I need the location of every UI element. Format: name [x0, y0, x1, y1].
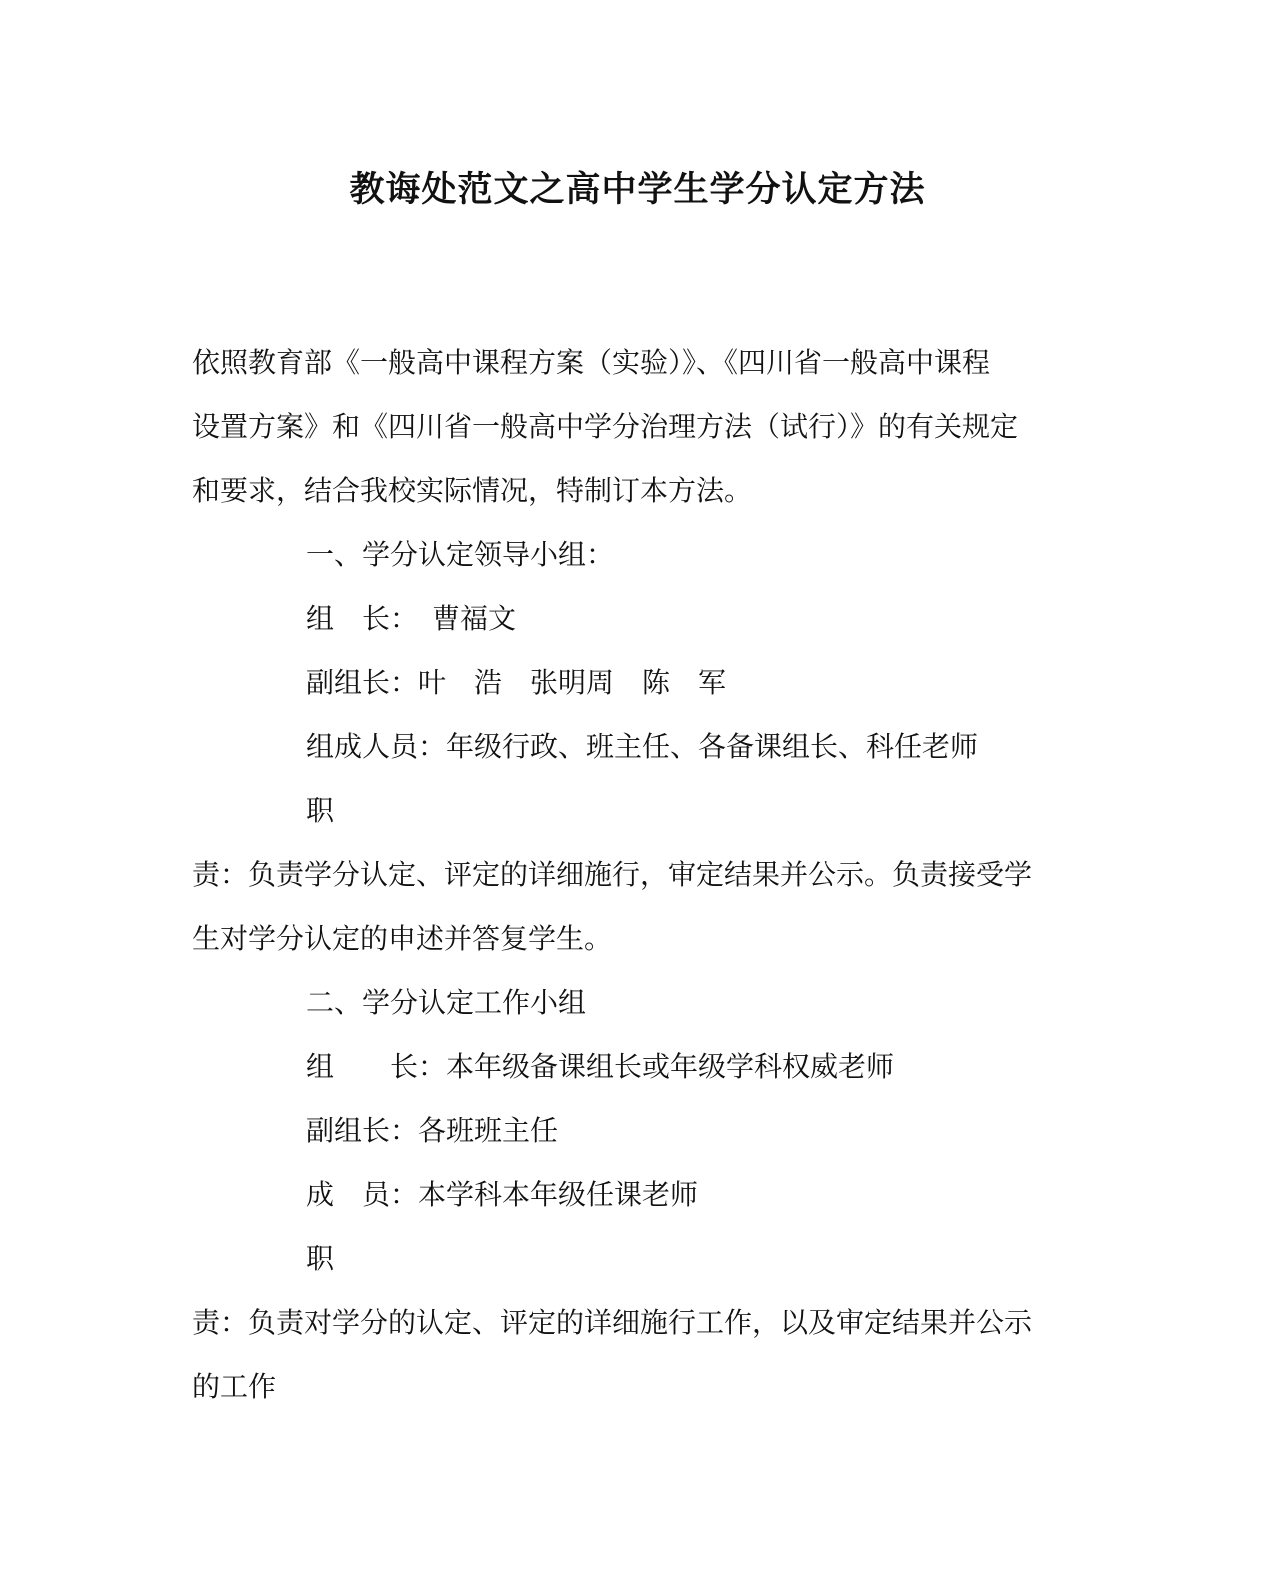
section-heading-working-group: 二、学分认定工作小组	[306, 986, 587, 1019]
members-line: 成 员：本学科本年级任课老师	[306, 1178, 699, 1211]
document-title: 教诲处范文之高中学生学分认定方法	[349, 169, 926, 210]
paragraph-line: 依照教育部《一般高中课程方案（实验）》、《四川省一般高中课程	[192, 346, 991, 379]
section-heading-leadership: 一、学分认定领导小组：	[306, 538, 615, 571]
leader-line: 组 长：本年级备课组长或年级学科权威老师	[306, 1050, 895, 1083]
duty-text-line: 责：负责对学分的认定、评定的详细施行工作，以及审定结果并公示	[192, 1306, 1033, 1339]
paragraph-line: 设置方案》和《四川省一般高中学分治理方法（试行）》的有关规定	[192, 410, 1019, 443]
deputy-leader-line: 副组长：叶 浩 张明周 陈 军	[306, 666, 727, 699]
deputy-leader-line: 副组长：各班班主任	[306, 1114, 559, 1147]
duty-label: 职	[306, 1242, 335, 1275]
duty-text-line: 的工作	[192, 1370, 277, 1403]
leader-line: 组 长： 曹福文	[306, 602, 517, 635]
duty-label: 职	[306, 794, 335, 827]
duty-text-line: 责：负责学分认定、评定的详细施行，审定结果并公示。负责接受学	[192, 858, 1033, 891]
paragraph-line: 和要求，结合我校实际情况，特制订本方法。	[192, 474, 753, 507]
members-line: 组成人员：年级行政、班主任、各备课组长、科任老师	[306, 730, 979, 763]
duty-text-line: 生对学分认定的申述并答复学生。	[192, 922, 613, 955]
